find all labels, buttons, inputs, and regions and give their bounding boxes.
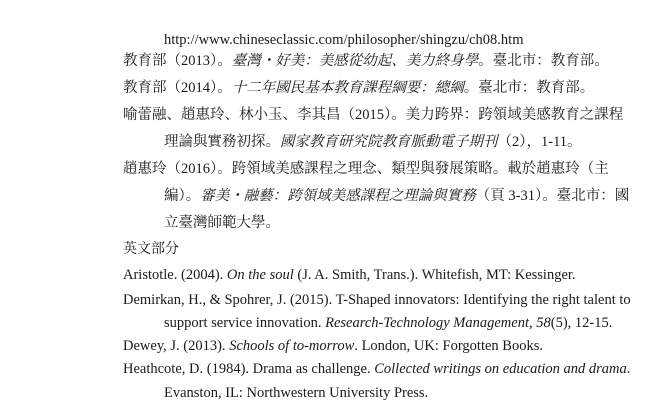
reference-en-2-line-2: support service innovation. Research-Technology Management, 58(5), 12-15. (164, 315, 613, 331)
reference-url: http://www.chineseclassic.com/philosopher/shingzu/ch08.htm (164, 32, 524, 48)
reference-en-4-line-1: Heathcote, D. (1984). Drama as challenge. Collected writings on education and drama. (123, 361, 631, 377)
reference-en-3: Dewey, J. (2013). Schools of to-morrow. London, UK: Forgotten Books. (123, 338, 543, 354)
reference-zh-4-line-3: 立臺灣師範大學。 (164, 215, 280, 231)
reference-zh-3-line-1: 喻蕾融、趙惠玲、林小玉、李其昌（2015）。美力跨界：跨領域美感教育之課程 (123, 107, 624, 123)
reference-zh-4-line-1: 趙惠玲（2016）。跨領域美感課程之理念、類型與發展策略。載於趙惠玲（主 (123, 161, 609, 177)
reference-zh-1: 教育部（2013）。臺灣・好美：美感從幼起、美力終身學。臺北市：教育部。 (123, 53, 609, 69)
section-heading-english: 英文部分 (123, 242, 179, 257)
reference-zh-2: 教育部（2014）。十二年國民基本教育課程綱要：總綱。臺北市：教育部。 (123, 80, 595, 96)
reference-en-2-line-1: Demirkan, H., & Spohrer, J. (2015). T-Shaped innovators: Identifying the right talent to (123, 292, 631, 308)
reference-zh-3-line-2: 理論與實務初探。國家教育研究院教育脈動電子期刊（2），1-11。 (164, 134, 582, 150)
reference-en-4-line-2: Evanston, IL: Northwestern University Press. (164, 385, 429, 401)
reference-zh-4-line-2: 編）。審美・融藝：跨領域美感課程之理論與實務（頁 3-31）。臺北市：國 (164, 188, 630, 204)
reference-en-1: Aristotle. (2004). On the soul (J. A. Smith, Trans.). Whitefish, MT: Kessinger. (123, 267, 576, 283)
